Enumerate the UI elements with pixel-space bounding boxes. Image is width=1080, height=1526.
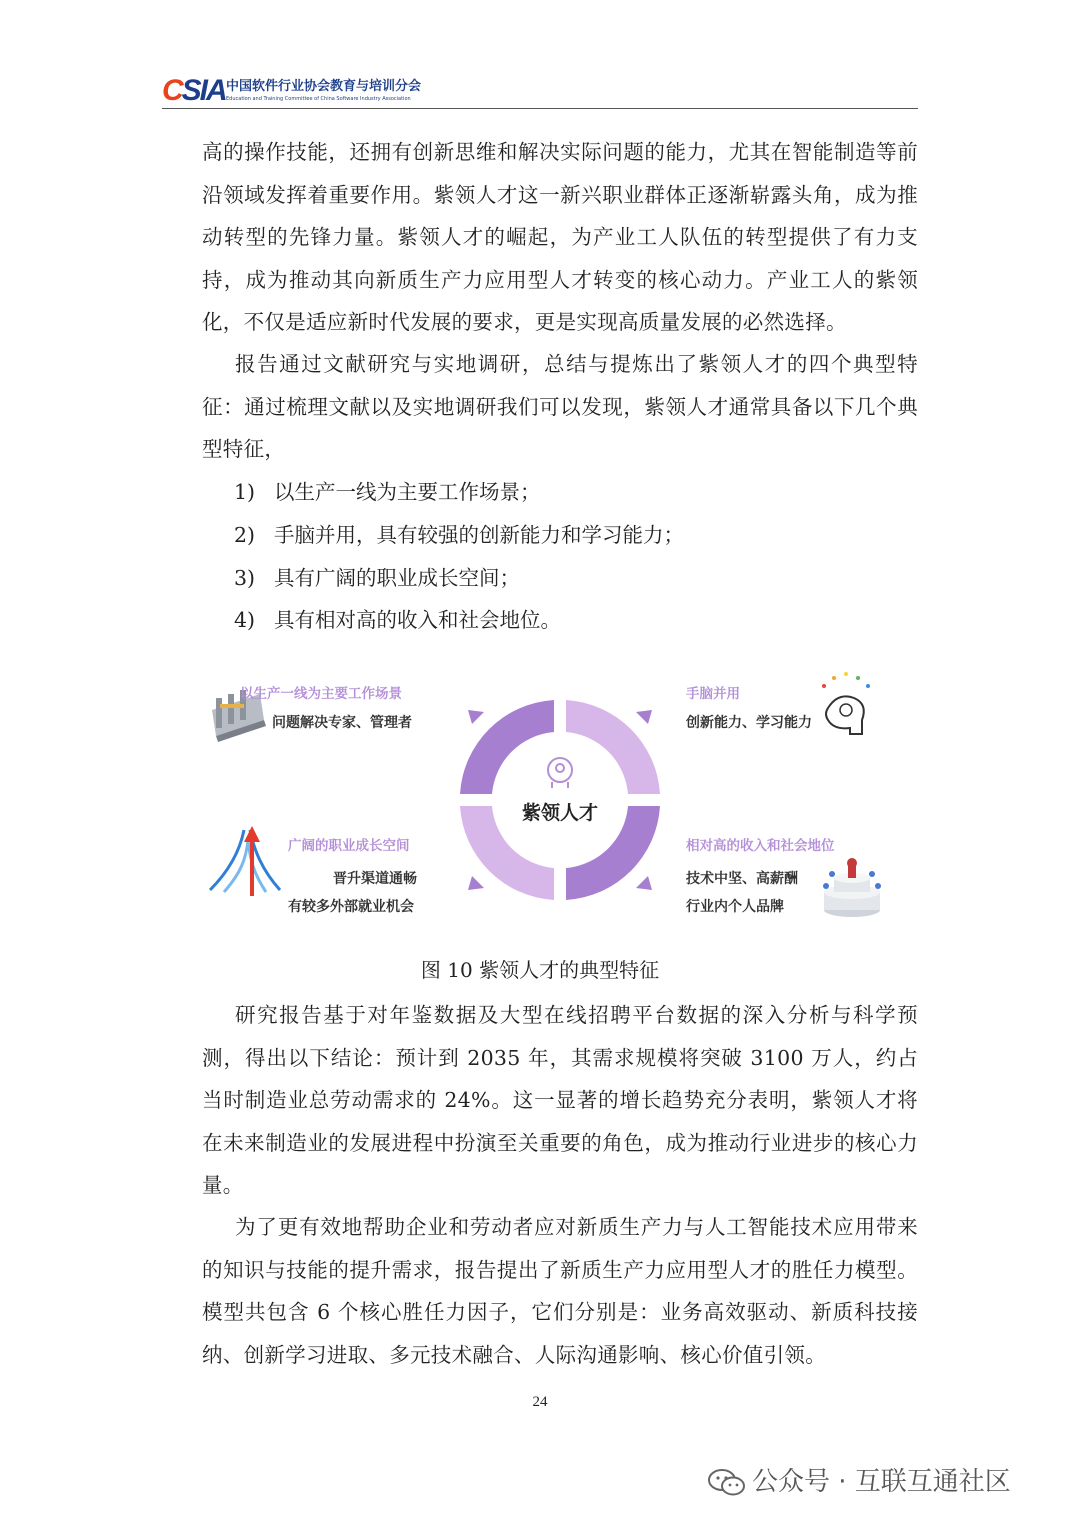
watermark	[708, 1462, 1011, 1502]
org-name-cn: 中国软件行业协会教育与培训分会	[226, 79, 422, 94]
paragraph-2: 报告通过文献研究与实地调研，总结与提炼出了紫领人才的四个典型特征：通过梳理文献以及实地调研我们可以发现，紫领人才通常具备以下几个典型特征，	[202, 352, 918, 461]
figure-center-label: 紫领人才	[521, 802, 598, 824]
trait-desc-top-left: 问题解决专家、管理者	[272, 715, 412, 731]
arrow-top-left	[468, 710, 484, 724]
arrow-bottom-right	[636, 876, 652, 890]
list-num: 4)	[234, 608, 256, 632]
csia-logo	[162, 76, 226, 106]
list-item-2	[234, 514, 684, 556]
watermark-text: 公众号 · 互联互通社区	[752, 1467, 1011, 1497]
trait-title-top-right: 手脑并用	[686, 686, 740, 702]
header-divider	[162, 108, 918, 109]
growth-arrows-icon	[210, 826, 280, 896]
list-item-1	[234, 471, 541, 513]
logo-letters-sia: SIA	[181, 74, 226, 107]
list-text: 手脑并用，具有较强的创新能力和学习能力；	[274, 523, 684, 547]
trait-title-bottom-right: 相对高的收入和社会地位	[686, 838, 835, 854]
brain-icon	[822, 672, 870, 734]
list-num: 3)	[234, 566, 256, 590]
figure-purple-collar-traits	[200, 660, 900, 940]
list-item-3	[234, 557, 520, 599]
list-num: 2)	[234, 523, 256, 547]
trait-desc-bottom-right-1: 技术中坚、高薪酬	[686, 871, 798, 887]
trait-desc-top-right: 创新能力、学习能力	[686, 715, 812, 731]
paragraph-1: 高的操作技能，还拥有创新思维和解决实际问题的能力，尤其在智能制造等前沿领域发挥着重要作用。紫领人才这一新兴职业群体正逐渐崭露头角，成为推动转型的先锋力量。紫领人才的崛起，为产业工人队伍的转型提供了有力支持，成为推动其向新质生产力应用型人才转变的核心动力。产业工人的紫领化，不仅是适应新时代发展的要求，更是实现高质量发展的必然选择。	[202, 140, 918, 334]
page-number: 24	[532, 1394, 548, 1410]
trait-title-bottom-left: 广阔的职业成长空间	[288, 838, 410, 854]
trait-title-top-left: 以生产一线为主要工作场景	[240, 686, 402, 702]
trait-desc-bottom-left-1: 晋升渠道通畅	[333, 871, 417, 887]
wechat-icon	[708, 1468, 746, 1498]
trait-desc-bottom-left-2: 有较多外部就业机会	[288, 899, 414, 915]
paragraph-4: 为了更有效地帮助企业和劳动者应对新质生产力与人工智能技术应用带来的知识与技能的提升需求，报告提出了新质生产力应用型人才的胜任力模型。模型共包含 6 个核心胜任力因子，它们分别是：业务高效驱动、新质科技接纳、创新学习进取、多元技术融合、人际沟通影响、核心价值引领。	[202, 1215, 918, 1367]
logo-letter-c: C	[162, 74, 182, 107]
org-name-en: Education and Training Committee of China Software Industry Association	[226, 96, 411, 102]
list-item-4	[234, 599, 561, 641]
list-num: 1)	[234, 480, 256, 504]
figure-caption: 图 10 紫领人才的典型特征	[420, 958, 660, 982]
podium-icon	[823, 858, 881, 917]
arrow-bottom-left	[468, 876, 484, 890]
page-header	[0, 0, 1080, 112]
arrow-top-right	[636, 710, 652, 724]
head-icon	[548, 758, 572, 788]
list-text: 具有相对高的收入和社会地位。	[274, 608, 561, 632]
trait-desc-bottom-right-2: 行业内个人品牌	[686, 899, 784, 915]
list-text: 具有广阔的职业成长空间；	[274, 566, 520, 590]
list-text: 以生产一线为主要工作场景；	[274, 480, 541, 504]
paragraph-3: 研究报告基于对年鉴数据及大型在线招聘平台数据的深入分析与科学预测，得出以下结论：预计到 2035 年，其需求规模将突破 3100 万人，约占当时制造业总劳动需求的 24%。这一显著的增长趋势充分表明，紫领人才将在未来制造业的发展进程中扮演至关重要的角色，成为推动行业进步的核心力量。	[202, 1003, 918, 1197]
